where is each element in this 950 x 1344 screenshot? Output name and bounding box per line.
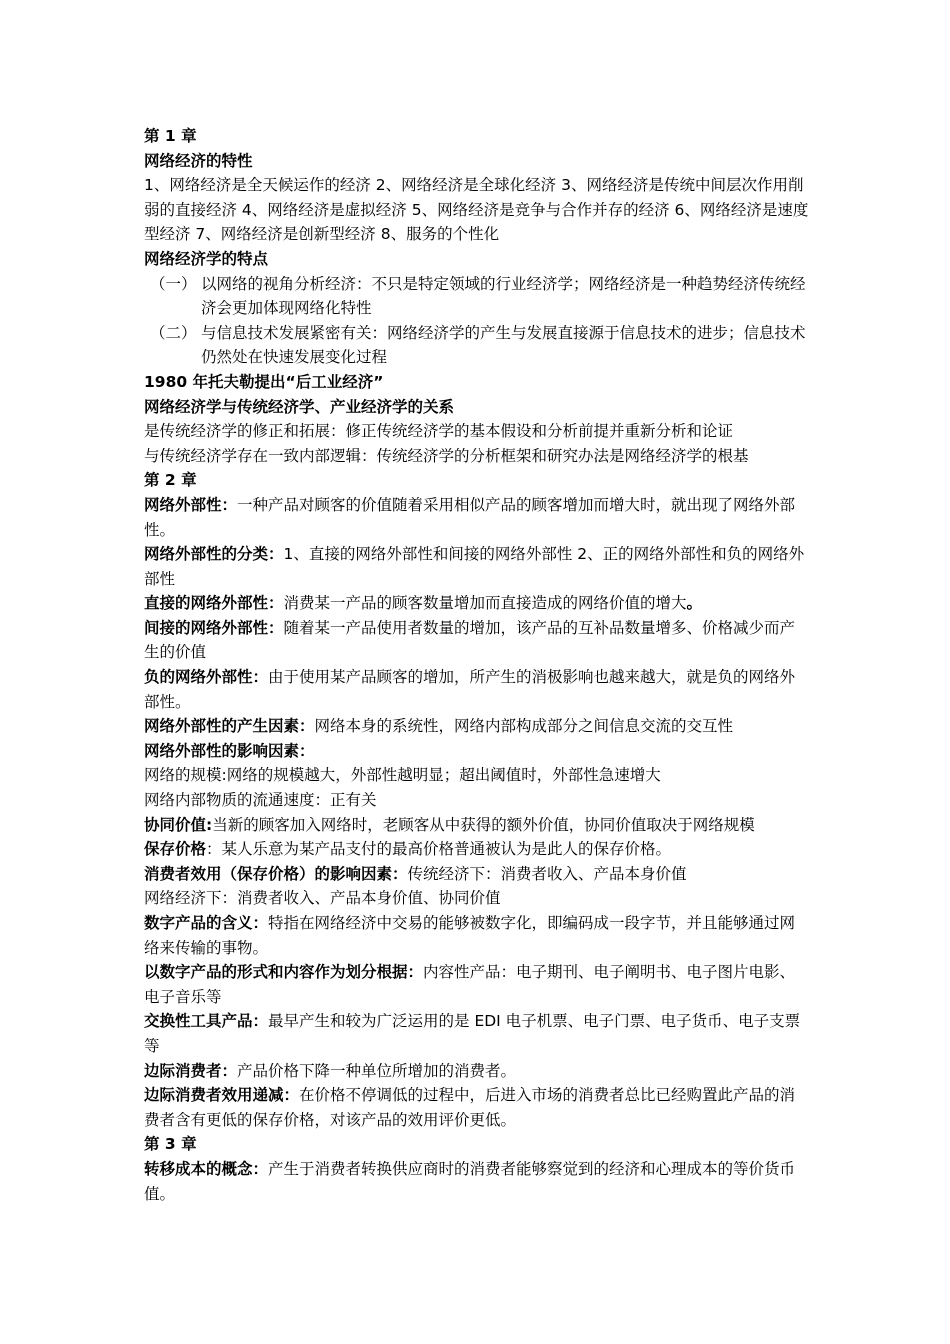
term: 网络外部性： xyxy=(144,495,238,514)
term: 间接的网络外部性： xyxy=(144,618,284,637)
definition-digital-product xyxy=(144,911,810,960)
chapter-3-heading: 第 3 章 xyxy=(144,1135,197,1154)
term: 以数字产品的形式和内容作为划分根据： xyxy=(144,963,424,982)
definition: 当新的顾客加入网络时，老顾客从中获得的额外价值，协同价值取决于网络规模 xyxy=(212,815,755,834)
definition: 1、直接的网络外部性和间接的网络外部性 2、正的网络外部性和负的网络外部性 xyxy=(144,545,805,588)
externality-factors-heading: 网络外部性的影响因素： xyxy=(144,741,315,760)
externality-factor-1: 网络的规模:网络的规模越大，外部性越明显；超出阈值时，外部性急速增大 xyxy=(144,766,661,785)
network-economy-features-heading: 网络经济的特性 xyxy=(144,151,253,170)
term: 消费者效用（保存价格）的影响因素： xyxy=(144,864,408,883)
definition-exchange-tools xyxy=(144,1009,810,1058)
term: 网络外部性的分类： xyxy=(144,545,284,564)
term: 交换性工具产品： xyxy=(144,1012,269,1031)
definition-reserve-price xyxy=(144,837,810,862)
term: 网络外部性的产生因素： xyxy=(144,717,315,736)
definition: 产生于消费者转换供应商时的消费者能够察觉到的经济和心理成本的等价货币值。 xyxy=(144,1159,796,1203)
definition-switching-cost xyxy=(144,1157,810,1206)
term: 直接的网络外部性： xyxy=(144,594,284,613)
toffler-heading: 1980 年托夫勒提出“后工业经济” xyxy=(144,372,384,391)
term: 数字产品的含义： xyxy=(144,914,269,932)
network-economics-features-heading: 网络经济学的特点 xyxy=(144,249,269,268)
definition-negative-externality xyxy=(144,665,810,714)
definition: 一种产品对顾客的价值随着采用相似产品的顾客增加而增大时，就出现了网络外部性。 xyxy=(144,495,796,539)
list-item-text: 以网络的视角分析经济：不只是特定领域的行业经济学；网络经济是一种趋势经济传统经济会更加体现网络化特性 xyxy=(201,274,806,318)
chapter-1-heading: 第 1 章 xyxy=(144,127,197,145)
term: 负的网络外部性： xyxy=(144,668,269,687)
relation-heading: 网络经济学与传统经济学、产业经济学的关系 xyxy=(144,397,455,416)
definition-synergy-value xyxy=(144,813,810,838)
utility-factors-network: 网络经济下：消费者收入、产品本身价值、协同价值 xyxy=(144,889,501,908)
term: 边际消费者效用递减： xyxy=(144,1086,300,1105)
term: 保存价格 xyxy=(144,840,207,859)
externality-factor-2: 网络内部物质的流通速度：正有关 xyxy=(144,791,377,810)
definition: 特指在网络经济中交易的能够被数字化，即编码成一段字节，并且能够通过网络来传输的事物。 xyxy=(144,914,796,957)
definition: 产品价格下降一种单位所增加的消费者。 xyxy=(237,1061,517,1080)
definition-indirect-externality xyxy=(144,616,810,665)
term: 转移成本的概念： xyxy=(144,1159,269,1178)
definition: 在价格不停调低的过程中，后进入市场的消费者总比已经购置此产品的消费者含有更低的保存价格，对该产品的效用评价更低。 xyxy=(144,1086,796,1129)
definition: 由于使用某产品顾客的增加，所产生的消极影响也越来越大，就是负的网络外部性。 xyxy=(144,668,796,711)
list-item xyxy=(144,321,810,370)
chapter-2-heading: 第 2 章 xyxy=(144,471,197,490)
definition: 消费某一产品的顾客数量增加而直接造成的网络价值的增大 xyxy=(283,594,687,613)
definition-network-externality xyxy=(144,493,810,542)
list-item xyxy=(144,272,810,321)
definition-content-products xyxy=(144,960,810,1009)
list-item-text: 与信息技术发展紧密有关：网络经济学的产生与发展直接源于信息技术的进步；信息技术仍然处在快速发展变化过程 xyxy=(201,323,806,367)
definition: 最早产生和较为广泛运用的是 EDI 电子机票、电子门票、电子货币、电子支票等 xyxy=(144,1012,801,1055)
term: 协同价值: xyxy=(144,815,213,834)
network-economy-features-text: 1、网络经济是全天候运作的经济 2、网络经济是全球化经济 3、网络经济是传统中间层次作用削弱的直接经济 4、网络经济是虚拟经济 5、网络经济是竞争与合作并存的经济 6、网络经济是速度型经济 7、网络经济是创新型经济 8、服务的个性化 xyxy=(144,176,809,244)
definition-externality-cause xyxy=(144,714,810,739)
definition-direct-externality xyxy=(144,591,810,616)
definition-utility-factors xyxy=(144,862,810,887)
document-page xyxy=(144,124,810,1206)
definition: 传统经济下：消费者收入、产品本身价值 xyxy=(407,864,687,883)
relation-text-1: 是传统经济学的修正和拓展：修正传统经济学的基本假设和分析前提并重新分析和论证 xyxy=(144,422,734,441)
list-item-number: （二） xyxy=(150,323,197,342)
list-item-number: （一） xyxy=(150,274,197,293)
definition-diminishing-utility xyxy=(144,1083,810,1132)
definition: ：某人乐意为某产品支付的最高价格普通被认为是此人的保存价格。 xyxy=(206,840,672,859)
definition-end: 。 xyxy=(686,594,703,613)
definition-externality-classification xyxy=(144,542,810,591)
definition: 内容性产品：电子期刊、电子阐明书、电子图片电影、电子音乐等 xyxy=(144,963,796,1006)
definition-marginal-consumer xyxy=(144,1059,810,1084)
relation-text-2: 与传统经济学存在一致内部逻辑：传统经济学的分析框架和研究办法是网络经济学的根基 xyxy=(144,446,749,465)
term: 边际消费者： xyxy=(144,1061,238,1080)
definition: 随着某一产品使用者数量的增加，该产品的互补品数量增多、价格减少而产生的价值 xyxy=(144,618,796,662)
definition: 网络本身的系统性，网络内部构成部分之间信息交流的交互性 xyxy=(314,717,734,736)
